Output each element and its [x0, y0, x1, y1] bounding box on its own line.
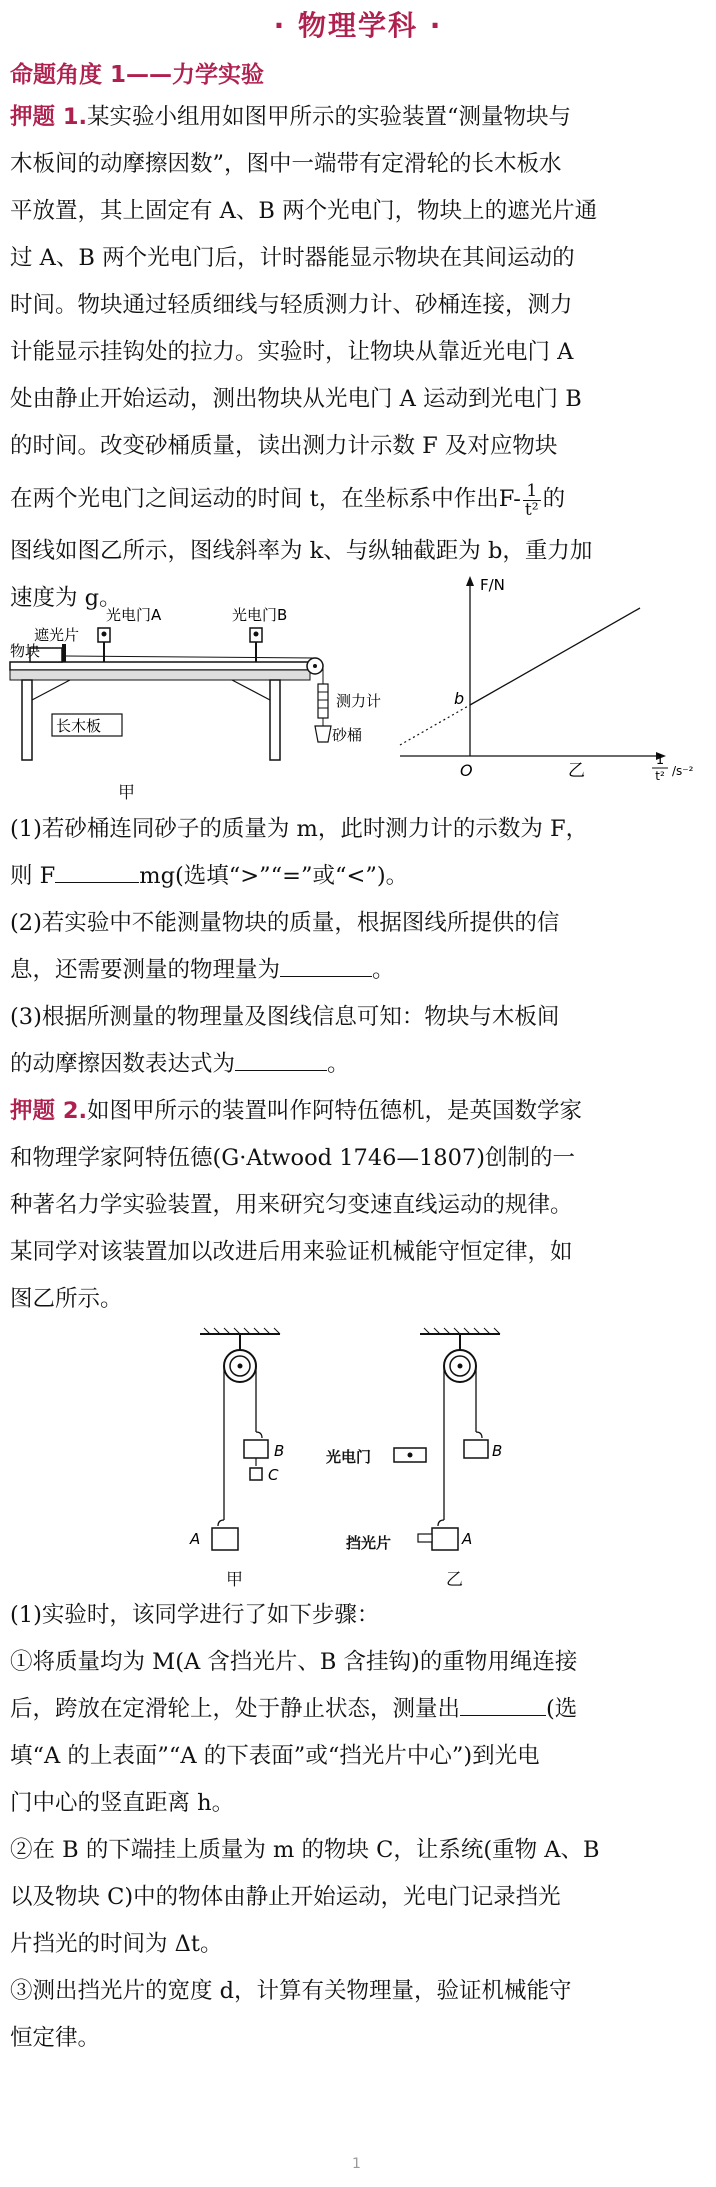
page-footer	[0, 2152, 716, 2187]
y-axis-label: F/N	[480, 576, 505, 594]
origin-label: O	[460, 761, 473, 780]
page-title: · 物理学科 ·	[273, 9, 443, 42]
question-1-tag: 押题 1.	[10, 104, 88, 130]
x-axis-num: 1	[655, 753, 665, 768]
answer-blank[interactable]	[280, 952, 372, 977]
label-shade-2: 挡光片	[346, 1534, 392, 1552]
question-1-subquestions: (1)若砂桶连同砂子的质量为 m，此时测力计的示数为 F， 则 F mg(选填“>”“=”或“<”)。 (2)若实验中不能测量物块的质量，根据图线所提供的信 息，还需要测量的物理量为 。 (3)根据所测量的物理量及图线信息可知：物块与木板间 的动摩擦因数表达式为 。	[10, 816, 589, 1077]
page-number: 1	[352, 2156, 361, 2172]
label-photogate: 光电门	[326, 1448, 372, 1466]
answer-blank[interactable]	[460, 1691, 546, 1716]
answer-blank[interactable]	[235, 1046, 327, 1071]
x-axis-unit: /s⁻²	[672, 764, 694, 778]
question-1-text: 押题 1.某实验小组用如图甲所示的实验装置“测量物块与 木板间的动摩擦因数”，图中一端带有定滑轮的长木板水 平放置，其上固定有 A、B 两个光电门，物块上的遮光片通 过 A、B 两个光电门后，计时器能显示物块在其间运动的 时间。物块通过轻质细线与轻质测力计、砂桶连接，测力 计能显示挂钩处的拉力。实验时，让物块从靠近光电门 A 处由静止开始运动，测出物块从光电门 A 运动到光电门 B 的时间。改变砂桶质量，读出测力计示数 F 及对应物块 在两个光电门之间运动的时间 t，在坐标系中作出F- $\frac{1}{\text{t²}}$ 的 图线如图乙所示，图线斜率为 k、与纵轴截距为 b，重力加 速度为 g。	[10, 104, 598, 611]
label-gate-a: 光电门A	[106, 606, 162, 624]
figure-1-apparatus	[10, 604, 382, 769]
question-2-steps: (1)实验时，该同学进行了如下步骤： ①将质量均为 M(A 含挡光片、B 含挂钩)的重物用绳连接 后，跨放在定滑轮上，处于静止状态，测量出 (选 填“A 的上表面”“A 的下表面”或“挡光片中心”)到光电 门中心的竖直距离 h。 ②在 B 的下端挂上质量为 m 的物块 C，让系统(重物 A、B 以及物块 C)中的物体由静止开始运动，光电门记录挡光 片挡光的时间为 Δt。 ③测出挡光片的宽度 d，计算有关物理量，验证机械能守 恒定律。	[10, 1602, 600, 2051]
figure-2-atwood-jia	[180, 1328, 320, 1558]
label-meter: 测力计	[336, 692, 382, 710]
label-shade: 遮光片	[34, 626, 80, 644]
answer-blank[interactable]	[55, 858, 139, 883]
x-axis-den: t²	[655, 769, 665, 783]
question-2-text: 押题 2.如图甲所示的装置叫作阿特伍德机，是英国数学家 和物理学家阿特伍德(G·Atwood 1746—1807)创制的一 种著名力学实验装置，用来研究匀变速直线运动的规律。 某同学对该装置加以改进后用来验证机械能守恒定律，如 图乙所示。	[10, 1098, 583, 1312]
figure-1-label-jia: 甲	[118, 783, 135, 803]
label-a2: A	[462, 1530, 473, 1548]
question-2-tag: 押题 2.	[10, 1098, 88, 1124]
label-b: B	[274, 1442, 285, 1460]
figure-2-label-yi: 乙	[446, 1570, 463, 1590]
figure-1-graph	[400, 570, 700, 783]
label-gate-b: 光电门B	[232, 606, 288, 624]
label-block: 物块	[10, 642, 41, 660]
label-b2: B	[492, 1442, 503, 1460]
intercept-label: b	[454, 689, 465, 708]
figure-1-label-yi: 乙	[568, 761, 585, 781]
label-c: C	[268, 1466, 279, 1484]
section-heading: 命题角度 1——力学实验	[10, 62, 265, 88]
figure-2-label-jia: 甲	[226, 1570, 243, 1590]
label-a: A	[190, 1530, 201, 1548]
label-bucket: 砂桶	[332, 726, 363, 744]
fraction: $\frac{1}{\text{t²}}$	[524, 480, 539, 520]
label-board: 长木板	[56, 717, 102, 735]
figure-2-atwood-yi	[360, 1328, 560, 1558]
